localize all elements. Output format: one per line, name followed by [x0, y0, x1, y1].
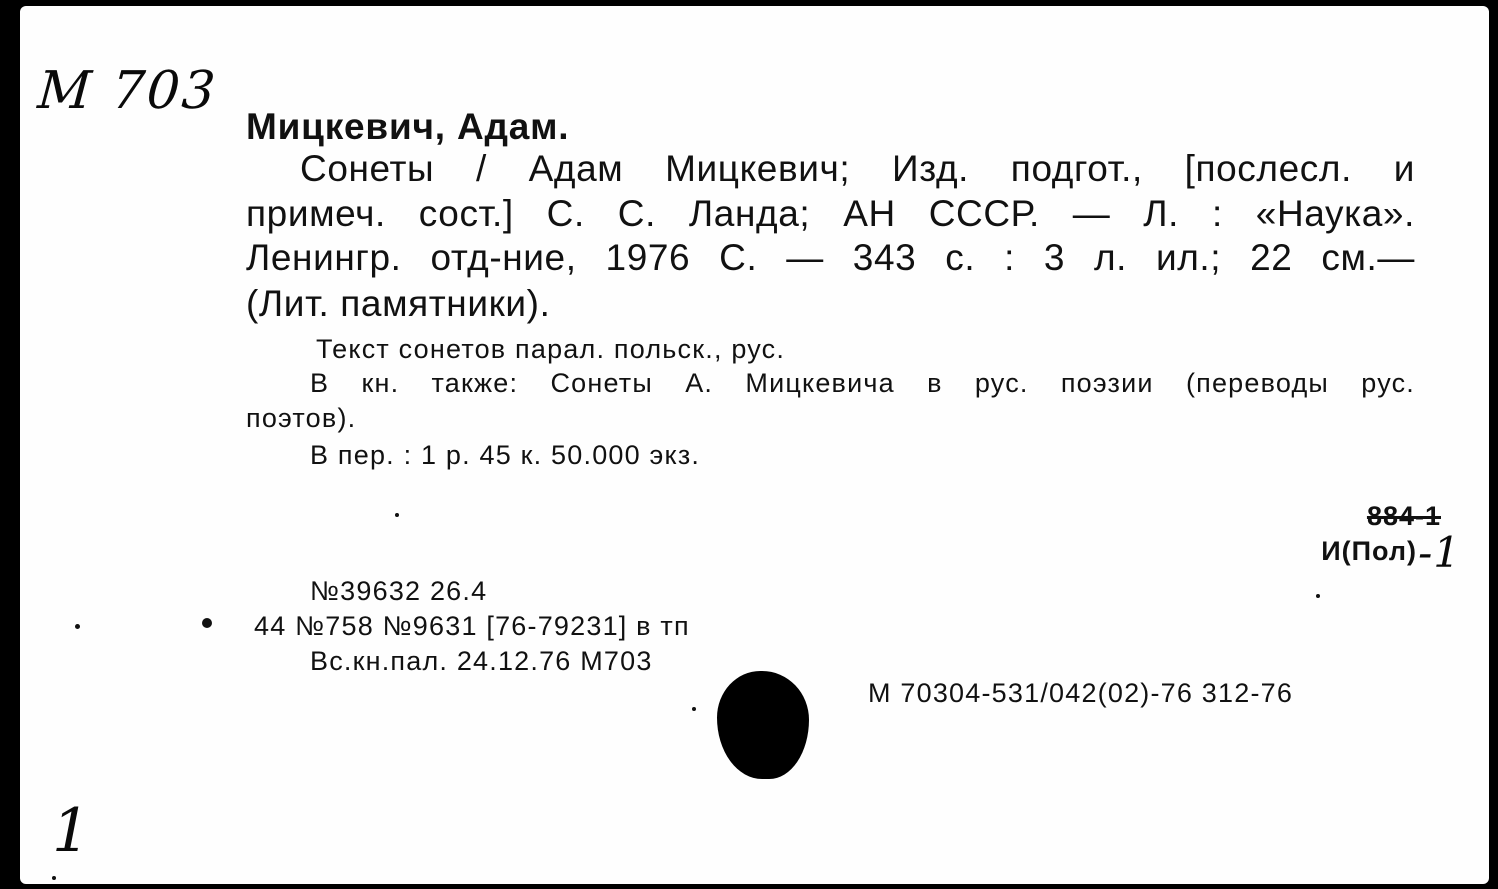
- ink-speck: [395, 513, 399, 517]
- bullet-dot: [202, 618, 212, 628]
- trade-line: 44 №758 №9631 [76-79231] в тп: [254, 611, 690, 641]
- price-line: В пер. : 1 р. 45 к. 50.000 экз.: [310, 440, 701, 470]
- ink-speck: [52, 876, 56, 880]
- catalog-card: [20, 6, 1489, 884]
- ink-speck: [75, 624, 80, 629]
- ink-speck: [692, 707, 696, 711]
- ink-speck: [1316, 594, 1320, 598]
- classification-code: И(Пол): [1321, 536, 1417, 566]
- trade-line: №39632 26.4: [310, 576, 488, 606]
- series-line: (Лит. памятники).: [246, 283, 551, 324]
- handwritten-card-number: 1: [52, 796, 91, 866]
- description-line: Ленингр. отд-ние, 1976 С. — 343 с. : 3 л. ил.; 22 см.—: [246, 237, 1415, 278]
- description-line: Сонеты / Адам Мицкевич; Изд. подгот., [послесл. и: [300, 148, 1415, 189]
- note-line: поэтов).: [246, 403, 357, 433]
- author-heading: Мицкевич, Адам.: [246, 106, 570, 147]
- isbn-line: М 70304-531/042(02)-76 312-76: [868, 678, 1294, 708]
- description-line: примеч. сост.] С. С. Ланда; АН СССР. — Л. : «Наука».: [246, 193, 1415, 234]
- trade-line: Вс.кн.пал. 24.12.76 М703: [310, 646, 653, 676]
- punch-hole: [717, 671, 809, 779]
- classification-crossed-out: 884-1: [1366, 501, 1441, 531]
- note-line: Текст сонетов парал. польск., рус.: [316, 334, 786, 364]
- note-line: В кн. также: Сонеты А. Мицкевича в рус. поэзии (переводы рус.: [310, 368, 1415, 398]
- handwritten-call-number: M 703: [35, 61, 220, 121]
- classification-handwritten-suffix: -1: [1418, 528, 1461, 577]
